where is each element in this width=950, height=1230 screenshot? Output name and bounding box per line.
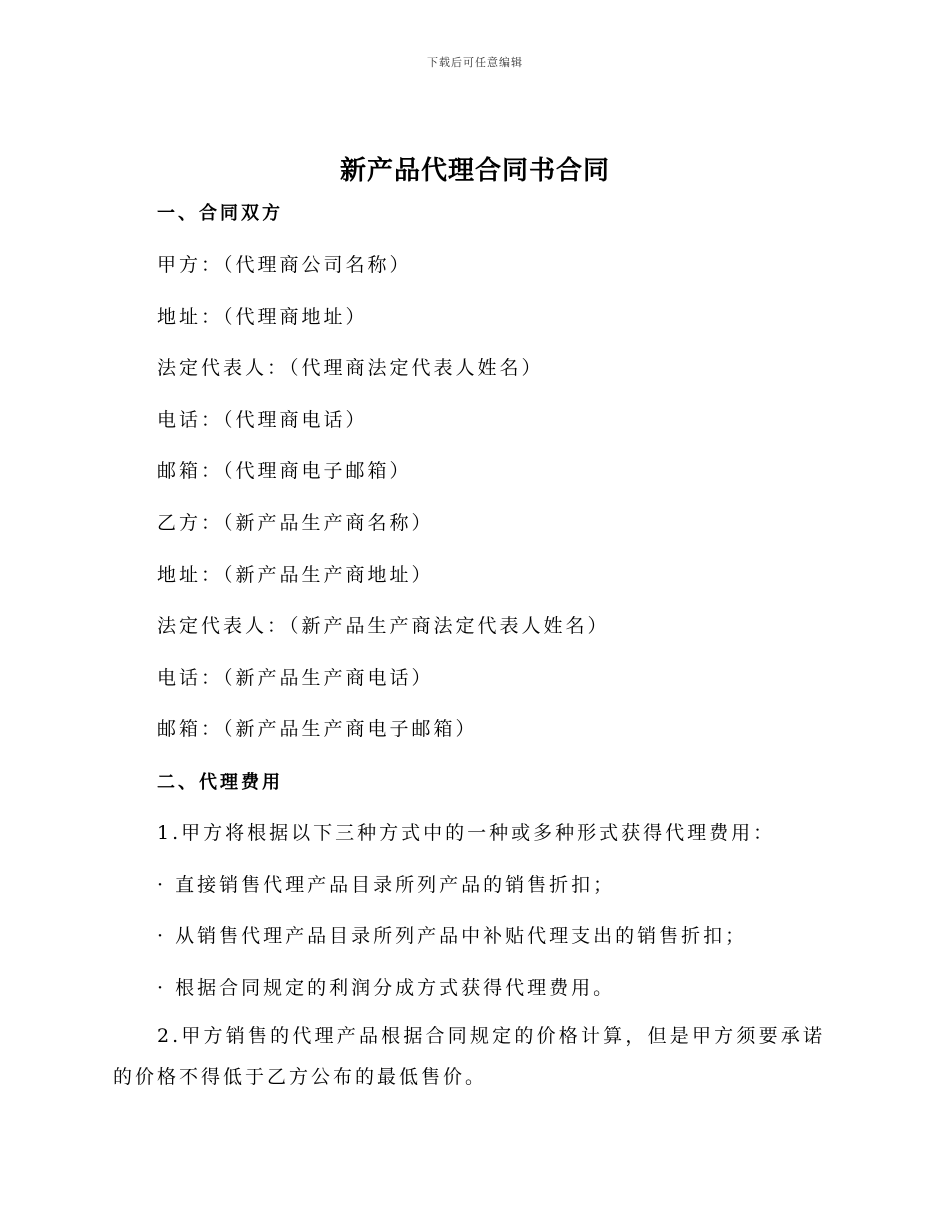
party-a-phone: 电话：（代理商电话） bbox=[157, 409, 368, 431]
fee-item-1: 1.甲方将根据以下三种方式中的一种或多种形式获得代理费用： bbox=[157, 822, 776, 844]
header-note: 下载后可任意编辑 bbox=[427, 56, 523, 69]
section-heading-parties: 一、合同双方 bbox=[157, 203, 283, 224]
section-heading-fees: 二、代理费用 bbox=[157, 772, 283, 793]
fee-bullet-3: · 根据合同规定的利润分成方式获得代理费用。 bbox=[157, 977, 616, 999]
fee-bullet-1: · 直接销售代理产品目录所列产品的销售折扣； bbox=[157, 874, 616, 896]
party-b-email: 邮箱：（新产品生产商电子邮箱） bbox=[157, 718, 478, 740]
document-title: 新产品代理合同书合同 bbox=[339, 156, 610, 186]
party-b-legal-rep: 法定代表人：（新产品生产商法定代表人姓名） bbox=[157, 615, 610, 637]
party-a-legal-rep: 法定代表人：（代理商法定代表人姓名） bbox=[157, 357, 544, 379]
party-b-name: 乙方：（新产品生产商名称） bbox=[157, 512, 434, 534]
party-a-name: 甲方：（代理商公司名称） bbox=[157, 254, 412, 276]
party-b-phone: 电话：（新产品生产商电话） bbox=[157, 667, 434, 689]
party-a-email: 邮箱：（代理商电子邮箱） bbox=[157, 460, 412, 482]
party-a-address: 地址：（代理商地址） bbox=[157, 306, 368, 328]
fee-item-2: 2.甲方销售的代理产品根据合同规定的价格计算，但是甲方须要承诺的价格不得低于乙方公布的最低售价。 bbox=[113, 1025, 825, 1088]
party-b-address: 地址：（新产品生产商地址） bbox=[157, 564, 434, 586]
fee-bullet-2: · 从销售代理产品目录所列产品中补贴代理支出的销售折扣； bbox=[157, 925, 748, 947]
